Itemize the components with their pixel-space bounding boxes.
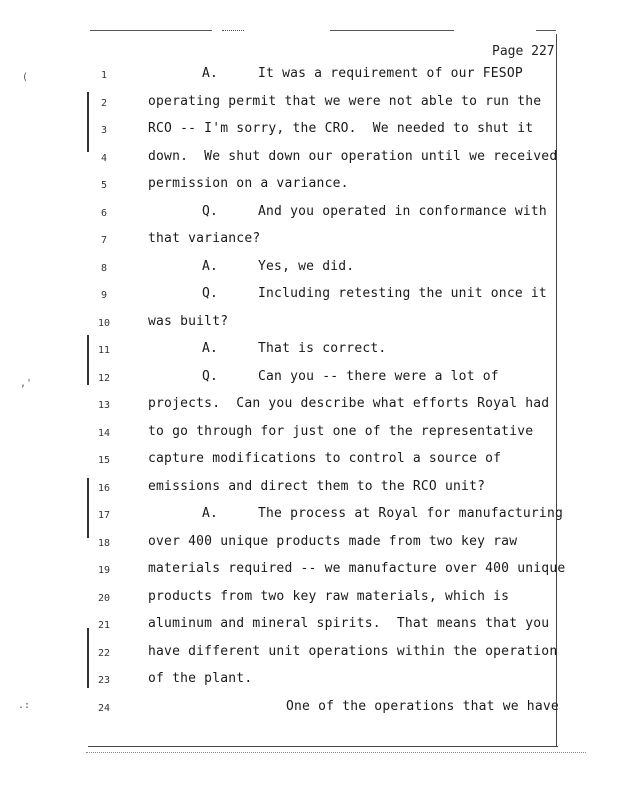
- line-body: down. We shut down our operation until we received: [148, 149, 558, 164]
- line-body: Can you -- there were a lot of: [258, 369, 499, 384]
- line-body: aluminum and mineral spirits. That means that you: [148, 616, 550, 631]
- footer-rule: [86, 752, 586, 753]
- line-body: have different unit operations within the operation: [148, 644, 558, 659]
- line-text: [148, 534, 517, 549]
- line-number: 3: [100, 125, 108, 136]
- speaker-label: A.: [202, 66, 219, 81]
- line-text: [148, 94, 541, 109]
- line-text: [148, 616, 549, 631]
- line-number: 22: [97, 648, 111, 659]
- transcript-line: [0, 561, 618, 583]
- top-rule-middle: [330, 30, 454, 31]
- line-text: [148, 561, 565, 576]
- line-body: materials required -- we manufacture over 400 unique: [148, 561, 566, 576]
- line-number: 20: [97, 593, 111, 604]
- line-number: 15: [97, 455, 111, 466]
- transcript-line: [0, 506, 618, 528]
- transcript-line: [0, 369, 618, 391]
- line-text: [148, 396, 549, 411]
- line-number: 10: [97, 318, 111, 329]
- line-number: 18: [97, 538, 111, 549]
- line-body: to go through for just one of the representative: [148, 424, 534, 439]
- line-body: projects. Can you describe what efforts Royal had: [148, 396, 550, 411]
- line-body: RCO -- I'm sorry, the CRO. We needed to shut it: [148, 121, 534, 136]
- line-text: [148, 121, 533, 136]
- transcript-line: [0, 699, 618, 721]
- line-text: [286, 699, 559, 714]
- line-number: 24: [97, 703, 111, 714]
- line-text: [202, 204, 547, 219]
- line-number: 4: [100, 153, 108, 164]
- transcript-line: [0, 644, 618, 666]
- line-body: Including retesting the unit once it: [258, 286, 547, 301]
- scan-mark: ,': [20, 378, 33, 389]
- line-body: permission on a variance.: [148, 176, 349, 191]
- line-body: was built?: [148, 314, 229, 329]
- scan-mark: .:: [18, 700, 31, 711]
- transcript-line: [0, 149, 618, 171]
- transcript-line: [0, 479, 618, 501]
- speaker-label: Q.: [202, 204, 219, 219]
- transcript-line: [0, 616, 618, 638]
- top-rule-right: [536, 30, 556, 31]
- line-text: [148, 451, 501, 466]
- line-text: [148, 479, 485, 494]
- line-body: emissions and direct them to the RCO unit?: [148, 479, 486, 494]
- speaker-label: A.: [202, 506, 219, 521]
- line-text: [148, 176, 349, 191]
- speaker-label: Q.: [202, 286, 219, 301]
- transcript-line: [0, 259, 618, 281]
- line-body: that variance?: [148, 231, 261, 246]
- line-number: 7: [100, 235, 108, 246]
- line-body: One of the operations that we have: [286, 699, 559, 714]
- speaker-label: Q.: [202, 369, 219, 384]
- line-number: 16: [97, 483, 111, 494]
- line-number: 17: [97, 510, 111, 521]
- line-body: operating permit that we were not able to run the: [148, 94, 542, 109]
- line-text: [148, 149, 557, 164]
- line-number: 13: [97, 400, 111, 411]
- line-body: The process at Royal for manufacturing: [258, 506, 564, 521]
- top-rule-dots: [222, 30, 244, 31]
- line-number: 6: [100, 208, 108, 219]
- transcript-line: [0, 231, 618, 253]
- transcript-line: [0, 286, 618, 308]
- line-body: products from two key raw materials, which is: [148, 589, 510, 604]
- transcript-line: [0, 66, 618, 88]
- line-text: [148, 644, 557, 659]
- line-text: [202, 66, 523, 81]
- transcript-line: [0, 94, 618, 116]
- transcript-line: [0, 424, 618, 446]
- transcript-line: [0, 176, 618, 198]
- speaker-label: A.: [202, 259, 219, 274]
- transcript-line: [0, 121, 618, 143]
- line-text: [148, 231, 260, 246]
- line-body: That is correct.: [258, 341, 387, 356]
- line-body: over 400 unique products made from two key raw: [148, 534, 518, 549]
- line-text: [202, 369, 499, 384]
- transcript-line: [0, 341, 618, 363]
- line-body: And you operated in conformance with: [258, 204, 547, 219]
- line-number: 19: [97, 565, 111, 576]
- line-text: [148, 424, 533, 439]
- transcript-line: [0, 534, 618, 556]
- line-number: 2: [100, 98, 108, 109]
- transcript-line: [0, 671, 618, 693]
- line-text: [148, 314, 228, 329]
- line-number: 23: [97, 675, 111, 686]
- line-body: capture modifications to control a source of: [148, 451, 502, 466]
- line-text: [202, 506, 563, 521]
- top-rule-left: [90, 30, 212, 31]
- bottom-border: [88, 746, 558, 747]
- line-number: 1: [100, 70, 108, 81]
- line-text: [202, 259, 354, 274]
- transcript-line: [0, 589, 618, 611]
- line-number: 12: [97, 373, 111, 384]
- transcript-line: [0, 451, 618, 473]
- scan-mark: (: [22, 72, 29, 83]
- line-text: [202, 286, 547, 301]
- line-number: 14: [97, 428, 111, 439]
- speaker-label: A.: [202, 341, 219, 356]
- transcript-line: [0, 396, 618, 418]
- line-body: It was a requirement of our FESOP: [258, 66, 523, 81]
- line-number: 11: [97, 345, 111, 356]
- line-number: 8: [100, 263, 108, 274]
- line-number: 5: [100, 180, 108, 191]
- page-number: Page 227: [492, 44, 555, 59]
- line-body: of the plant.: [148, 671, 253, 686]
- line-text: [202, 341, 386, 356]
- transcript-line: [0, 314, 618, 336]
- line-body: Yes, we did.: [258, 259, 355, 274]
- line-text: [148, 589, 509, 604]
- line-number: 9: [100, 290, 108, 301]
- line-number: 21: [97, 620, 111, 631]
- line-text: [148, 671, 252, 686]
- transcript-line: [0, 204, 618, 226]
